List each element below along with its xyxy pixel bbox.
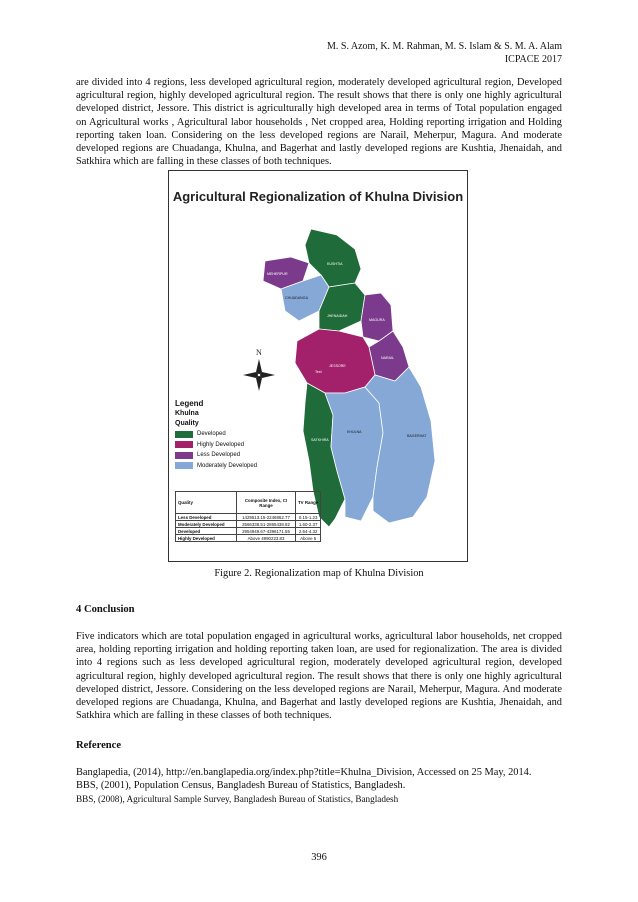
table-header: Composite Index, CI Range bbox=[237, 492, 296, 514]
table-cell: Moderately Developed bbox=[176, 521, 237, 528]
legend-region: Khulna bbox=[175, 410, 199, 417]
label-satkhira: SATKHIRA bbox=[311, 438, 329, 442]
district-magura bbox=[361, 293, 393, 341]
label-meherpur: MEHERPUR bbox=[267, 272, 288, 276]
legend-item-less-developed bbox=[175, 450, 257, 461]
page-number: 396 bbox=[311, 852, 327, 863]
legend-label: Developed bbox=[197, 431, 226, 438]
table-cell: 0.15-1.23 bbox=[296, 514, 321, 521]
legend-label: Less Developed bbox=[197, 452, 241, 459]
legend-item-highly-developed bbox=[175, 440, 257, 451]
label-kushtia: KUSHTIA bbox=[327, 262, 343, 266]
legend-title: Legend bbox=[175, 399, 204, 408]
legend-item-moderately-developed bbox=[175, 461, 257, 472]
figure-title: Agricultural Regionalization of Khulna Division bbox=[172, 189, 464, 204]
north-arrow-icon bbox=[243, 348, 275, 391]
label-jessore: JESSORE bbox=[329, 364, 346, 368]
table-cell: Highly Developed bbox=[176, 535, 237, 542]
table-cell: Above 4990223.83 bbox=[237, 535, 296, 542]
label-bagerhat: BAGERHAT bbox=[407, 434, 427, 438]
table-cell: Above 5 bbox=[296, 535, 321, 542]
table-cell: 2.64-4.32 bbox=[296, 528, 321, 535]
label-magura: MAGURA bbox=[369, 318, 385, 322]
label-narail: NARAIL bbox=[381, 356, 394, 360]
table-header: Quality bbox=[176, 492, 237, 514]
running-header bbox=[327, 40, 562, 66]
table-header-row bbox=[176, 492, 321, 514]
table-cell: 2566338.51-2865438.82 bbox=[237, 521, 296, 528]
table-header: TV Range bbox=[296, 492, 321, 514]
quality-table bbox=[175, 491, 321, 542]
header-authors: M. S. Azom, K. M. Rahman, M. S. Islam & S. M. A. Alam bbox=[326, 41, 562, 52]
table-cell: 1429513.15-2246862.77 bbox=[237, 514, 296, 521]
conclusion-text: Five indicators which are total population engaged in agricultural works, agricultural labor households, net cropped area, holding reporting irrigation and holding reporting taken loan, are used for regionalization. The area is divided into 4 regions such as less developed agricultural region, moderately developed agricultural region, developed agricultural region, highly developed agricultural region. The result shows that there is only one highly agricultural developed district, Jessore. Considering on the less developed regions are Narail, Meherpur, Magura. And moderate developed regions are Chuadanga, Khulna, and Bagerhat and lastly developed regions are Kushtia, Jhenaidah, and Satkhira which are falling in these classes of both techniques. bbox=[76, 631, 562, 722]
table-cell: Less Developed bbox=[176, 514, 237, 521]
legend-swatch bbox=[175, 441, 193, 448]
figure-caption: Figure 2. Regionalization map of Khulna Division bbox=[214, 568, 424, 579]
legend-swatch bbox=[175, 462, 193, 469]
map-legend bbox=[175, 399, 257, 471]
legend-swatch bbox=[175, 452, 193, 459]
table-row bbox=[176, 514, 321, 521]
reference-item: Banglapedia, (2014), http://en.banglapedia.org/index.php?title=Khulna_Division, Accessed on 25 May, 2014. bbox=[76, 767, 532, 778]
reference-heading: Reference bbox=[76, 740, 122, 751]
label-chuadanga: CHUADANGA bbox=[285, 296, 308, 300]
legend-swatch bbox=[175, 431, 193, 438]
reference-item: BBS, (2001), Population Census, Bangladesh Bureau of Statistics, Bangladesh. bbox=[76, 780, 406, 791]
label-khulna: KHULNA bbox=[347, 430, 362, 434]
table-cell: 1.60-2.37 bbox=[296, 521, 321, 528]
table-row bbox=[176, 535, 321, 542]
table-cell: Developed bbox=[176, 528, 237, 535]
legend-label: Highly Developed bbox=[197, 441, 245, 448]
table-row bbox=[176, 521, 321, 528]
figure-map bbox=[168, 170, 468, 562]
reference-item: BBS, (2008), Agricultural Sample Survey, Bangladesh Bureau of Statistics, Bangladesh bbox=[76, 794, 399, 804]
table-cell: 2954949.67-4396171.55 bbox=[237, 528, 296, 535]
intro-paragraph: are divided into 4 regions, less developed agricultural region, moderately developed agricultural region, Developed agricultural region, highly developed agricultural region. The result shows that there is only one highly agricultural developed district, Jessore. This district is agriculturally high developed area in terms of Total population engaged on Agricultural works , Agricultural labor households , Net cropped area, Holding reporting irrigation and Holding reporting taken loan. Considering on the less developed regions are Narail, Meherpur, Magura. And moderate developed regions are Chuadanga, Khulna, and Bagerhat and lastly developed regions are Kushtia, Jhenaidah, and Satkhira which are falling in these classes of both techniques. bbox=[76, 77, 562, 168]
legend-quality: Quality bbox=[175, 420, 199, 427]
table-row bbox=[176, 528, 321, 535]
conclusion-heading: 4 Conclusion bbox=[76, 604, 135, 615]
north-label: N bbox=[256, 348, 262, 357]
legend-item-developed bbox=[175, 429, 257, 440]
header-conference: ICPACE 2017 bbox=[504, 54, 562, 65]
legend-label: Moderately Developed bbox=[197, 462, 258, 469]
label-jhenaidah: JHENAIDAH bbox=[327, 314, 348, 318]
label-jessore-sub: Text bbox=[315, 370, 322, 374]
